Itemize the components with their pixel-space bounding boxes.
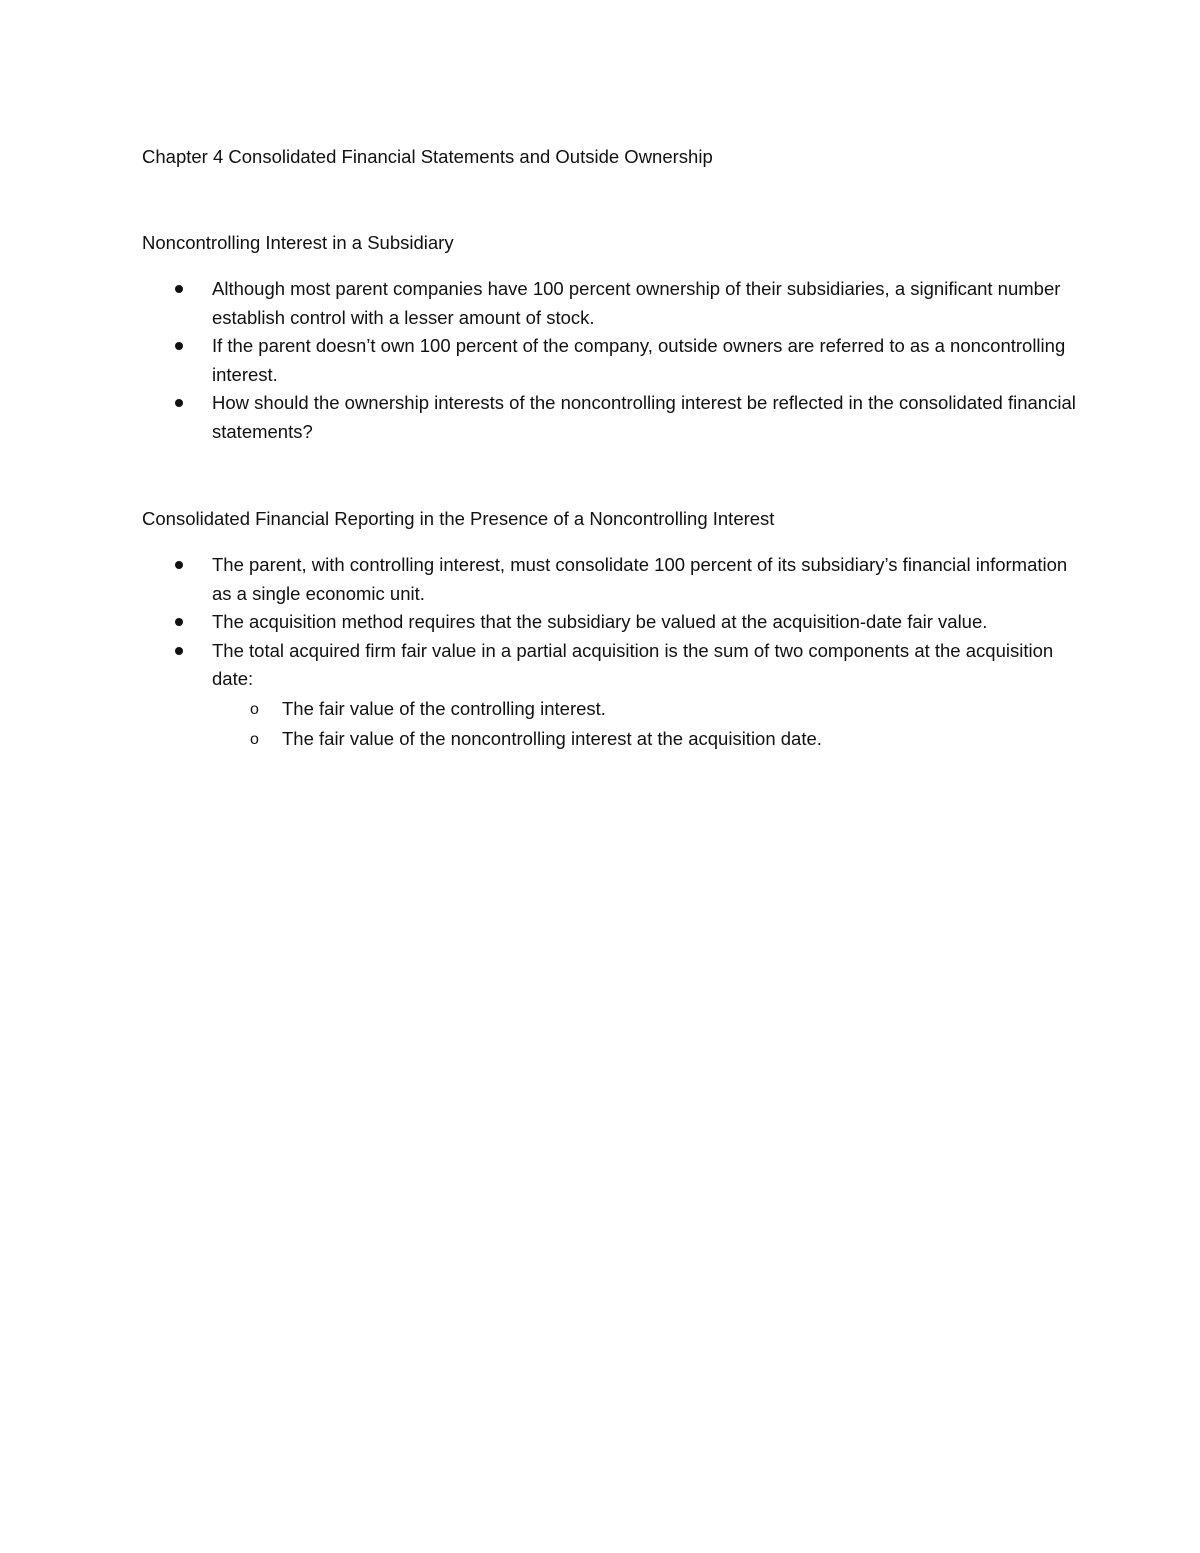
list-item	[142, 275, 1082, 332]
section-heading: Consolidated Financial Reporting in the Presence of a Noncontrolling Interest	[142, 508, 775, 529]
bullet-icon	[175, 647, 183, 655]
list-item-text: Although most parent companies have 100 percent ownership of their subsidiaries, a significant number establish control with a lesser amount of stock.	[212, 278, 1061, 328]
sub-list-item-text: The fair value of the controlling interest.	[282, 697, 606, 719]
list-item	[142, 551, 1082, 608]
list-item-text: If the parent doesn’t own 100 percent of the company, outside owners are referred to as a noncontrolling interest.	[212, 335, 1066, 385]
document-title: Chapter 4 Consolidated Financial Statements and Outside Ownership	[142, 146, 713, 167]
sub-list-item	[212, 724, 1082, 754]
list-item	[142, 389, 1082, 446]
sub-list-item	[212, 694, 1082, 724]
bullet-list	[142, 275, 1082, 446]
bullet-icon	[175, 618, 183, 626]
bullet-icon	[175, 561, 183, 569]
list-item-text: The acquisition method requires that the subsidiary be valued at the acquisition-date fair value.	[212, 611, 988, 632]
list-item-text: How should the ownership interests of the noncontrolling interest be reflected in the consolidated financial statements?	[212, 392, 1076, 442]
list-item	[142, 637, 1082, 754]
circle-bullet-icon: o	[250, 700, 259, 718]
bullet-icon	[175, 285, 183, 293]
list-item-text: The total acquired firm fair value in a partial acquisition is the sum of two components at the acquisition date:	[212, 639, 1054, 689]
list-item-text: The parent, with controlling interest, must consolidate 100 percent of its subsidiary’s financial information as a single economic unit.	[212, 554, 1068, 604]
section-consolidated-reporting	[142, 505, 1082, 754]
list-item	[142, 608, 1082, 637]
circle-bullet-icon: o	[250, 730, 259, 748]
bullet-icon	[175, 399, 183, 407]
section-noncontrolling-interest	[142, 229, 1082, 446]
section-heading: Noncontrolling Interest in a Subsidiary	[142, 232, 454, 253]
bullet-icon	[175, 342, 183, 350]
bullet-list	[142, 551, 1082, 754]
sub-list-item-text: The fair value of the noncontrolling interest at the acquisition date.	[282, 727, 822, 749]
list-item	[142, 332, 1082, 389]
sub-bullet-list	[212, 694, 1082, 754]
